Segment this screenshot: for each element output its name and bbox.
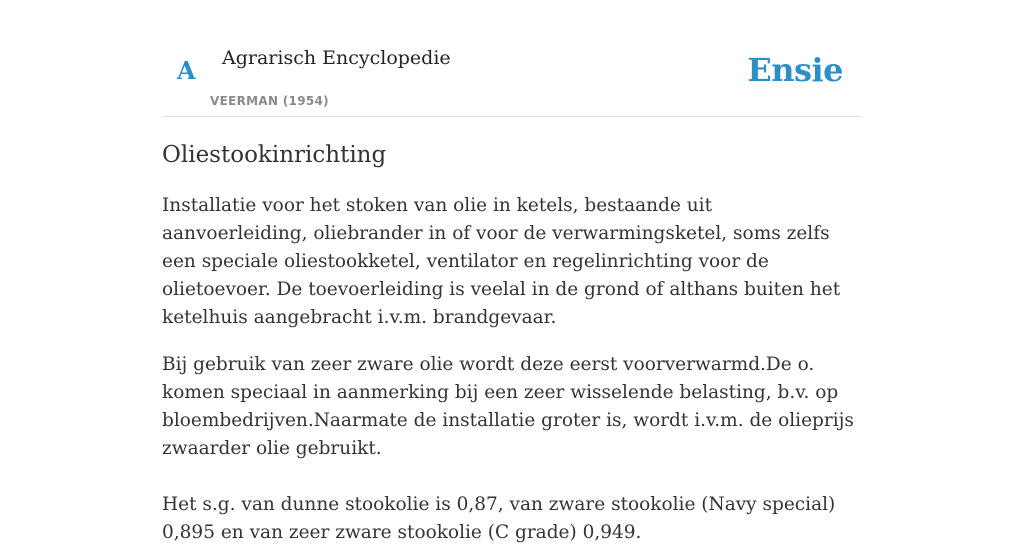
article-body — [162, 138, 862, 547]
encyclopedia-title-link[interactable]: Agrarisch Encyclopedie — [222, 47, 451, 69]
article-paragraph-1: Installatie voor het stoken van olie in ketels, bestaande uit aanvoerleiding, oliebrander in of voor de verwarmingsketel, soms zelfs een speciale oliestookketel, ventilator en regelinrichting voor de olietoevoer. De toevoerleiding is veelal in de grond of althans buiten het ketelhuis aangebracht i.v.m. brandgevaar. — [162, 195, 841, 328]
source-label: VEERMAN (1954) — [210, 94, 329, 108]
page-header — [162, 0, 862, 117]
article-title: Oliestookinrichting — [162, 142, 387, 168]
ensie-logo-link[interactable]: Ensie — [747, 51, 843, 89]
article-paragraph-2: Bij gebruik van zeer zware olie wordt deze eerst voorverwarmd.De o. komen speciaal in aanmerking bij een zeer wisselende belasting, b.v. op bloembedrijven.Naarmate de installatie groter is, wordt i.v.m. de olieprijs zwaarder olie gebruikt. — [162, 354, 854, 459]
article-paragraph-3: Het s.g. van dunne stookolie is 0,87, van zware stookolie (Navy special) 0,895 en van zeer zware stookolie (C grade) 0,949. — [162, 494, 836, 543]
encyclopedia-logo-letter[interactable]: A — [177, 56, 196, 85]
